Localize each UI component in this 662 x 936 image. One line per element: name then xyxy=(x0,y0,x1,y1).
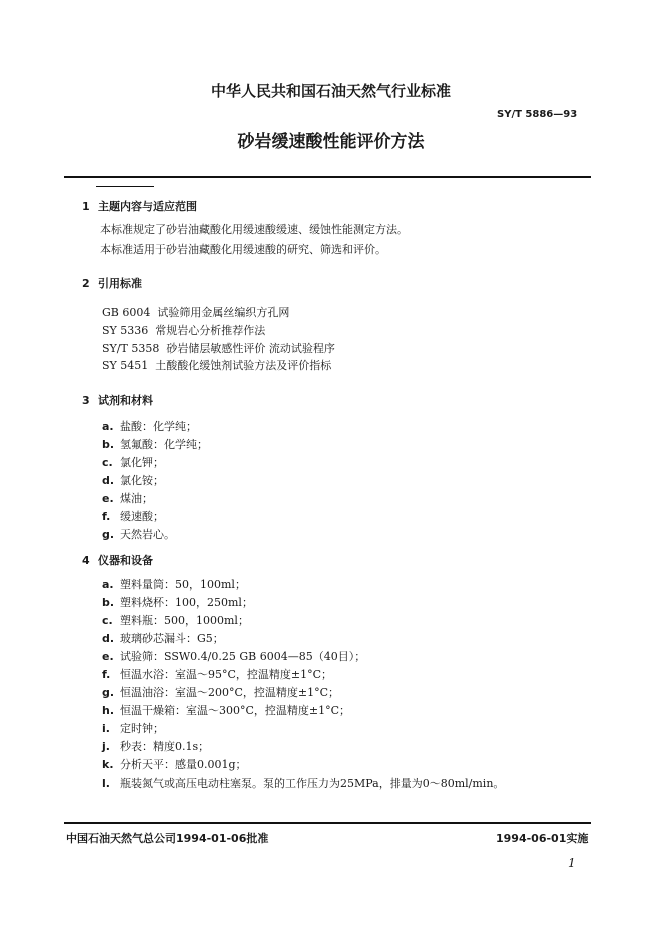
standard-code: SY/T 5886—93 xyxy=(497,109,578,120)
reference-code: SY/T 5358 xyxy=(102,342,160,355)
section-1-title: 主题内容与适应范围 xyxy=(98,200,197,213)
reference-text: 土酸酸化缓蚀剂试验方法及评价指标 xyxy=(155,359,332,372)
list-item-text: 塑料瓶：500，1000ml； xyxy=(120,614,249,627)
list-item xyxy=(102,612,249,628)
page-number: 1 xyxy=(568,856,576,870)
list-item xyxy=(102,702,350,718)
list-item-text: 定时钟； xyxy=(120,722,164,735)
section-1-number: 1 xyxy=(82,200,90,213)
reference-code: SY 5451 xyxy=(102,359,149,372)
list-item-text: 秒表：精度0.1s； xyxy=(120,740,210,753)
section-3-heading xyxy=(82,392,153,408)
list-item xyxy=(102,418,197,434)
list-item-letter: f. xyxy=(102,668,111,681)
section-2-title: 引用标准 xyxy=(98,277,142,290)
list-item xyxy=(102,666,332,682)
list-item-text: 天然岩心。 xyxy=(120,528,175,541)
list-item xyxy=(102,756,247,772)
list-item-text: 恒温水浴：室温～95°C，控温精度±1°C； xyxy=(120,668,333,681)
list-item-letter: i. xyxy=(102,722,110,735)
list-item-letter: a. xyxy=(102,420,114,433)
reference-row xyxy=(102,340,335,356)
reference-text: 常规岩心分析推荐作法 xyxy=(155,324,266,337)
section-2-heading xyxy=(82,275,142,291)
top-rule xyxy=(64,176,591,178)
section-4-number: 4 xyxy=(82,554,90,567)
list-item-letter: k. xyxy=(102,758,114,771)
reference-code: SY 5336 xyxy=(102,324,149,337)
list-item-letter: d. xyxy=(102,632,115,645)
list-item xyxy=(102,720,164,736)
list-item xyxy=(102,775,504,791)
list-item-letter: d. xyxy=(102,474,115,487)
effective-date: 1994-06-01实施 xyxy=(496,832,589,845)
list-item-text: 盐酸：化学纯； xyxy=(120,420,197,433)
list-item-text: 煤油； xyxy=(120,492,153,505)
list-item-letter: g. xyxy=(102,528,115,541)
list-item-letter: a. xyxy=(102,578,114,591)
reference-row xyxy=(102,304,289,320)
org-title: 中华人民共和国石油天然气行业标准 xyxy=(210,82,451,100)
approval-line: 中国石油天然气总公司1994-01-06批准 xyxy=(66,832,269,845)
list-item xyxy=(102,508,164,524)
list-item xyxy=(102,738,209,754)
list-item-text: 瓶装氮气或高压电动柱塞泵。泵的工作压力为25MPa，排量为0～80ml/min。 xyxy=(120,777,505,790)
list-item-letter: g. xyxy=(102,686,115,699)
list-item-letter: l. xyxy=(102,777,110,790)
section-4-title: 仪器和设备 xyxy=(98,554,153,567)
section-4-heading xyxy=(82,552,153,568)
list-item xyxy=(102,526,175,542)
list-item xyxy=(102,594,253,610)
list-item-letter: j. xyxy=(102,740,110,753)
list-item-text: 氢氟酸：化学纯； xyxy=(120,438,208,451)
top-rule-short xyxy=(96,186,154,187)
section-3-title: 试剂和材料 xyxy=(98,394,153,407)
list-item-text: 氯化铵； xyxy=(120,474,164,487)
section-1-heading xyxy=(82,198,197,214)
list-item-letter: f. xyxy=(102,510,111,523)
section-1-paragraph-1: 本标准规定了砂岩油藏酸化用缓速酸缓速、缓蚀性能测定方法。 xyxy=(100,223,408,236)
list-item xyxy=(102,436,208,452)
list-item-text: 试验筛：SSW0.4/0.25 GB 6004—85（40目）； xyxy=(120,650,366,663)
list-item xyxy=(102,684,339,700)
list-item xyxy=(102,472,164,488)
list-item-text: 分析天平：感量0.001g； xyxy=(120,758,247,771)
list-item-text: 缓速酸； xyxy=(120,510,164,523)
document-title: 砂岩缓速酸性能评价方法 xyxy=(237,132,425,152)
list-item-letter: b. xyxy=(102,596,115,609)
list-item-text: 恒温油浴：室温～200°C，控温精度±1°C； xyxy=(120,686,340,699)
section-3-number: 3 xyxy=(82,394,90,407)
list-item-letter: c. xyxy=(102,456,113,469)
reference-text: 砂岩储层敏感性评价 流动试验程序 xyxy=(166,342,335,355)
list-item-text: 塑料量筒：50，100ml； xyxy=(120,578,246,591)
list-item xyxy=(102,576,246,592)
list-item-text: 恒温干燥箱：室温～300°C，控温精度±1°C； xyxy=(120,704,351,717)
list-item xyxy=(102,490,153,506)
reference-row xyxy=(102,357,331,373)
list-item-letter: h. xyxy=(102,704,115,717)
list-item-text: 氯化钾； xyxy=(120,456,164,469)
reference-code: GB 6004 xyxy=(102,306,151,319)
list-item-text: 玻璃砂芯漏斗：G5； xyxy=(120,632,224,645)
list-item xyxy=(102,648,365,664)
list-item xyxy=(102,454,164,470)
list-item-letter: c. xyxy=(102,614,113,627)
list-item xyxy=(102,630,224,646)
section-2-number: 2 xyxy=(82,277,90,290)
list-item-letter: b. xyxy=(102,438,115,451)
footer-rule xyxy=(64,822,591,824)
section-1-paragraph-2: 本标准适用于砂岩油藏酸化用缓速酸的研究、筛选和评价。 xyxy=(100,243,386,256)
list-item-letter: e. xyxy=(102,492,114,505)
list-item-letter: e. xyxy=(102,650,114,663)
reference-row xyxy=(102,322,265,338)
reference-text: 试验筛用金属丝编织方孔网 xyxy=(157,306,290,319)
list-item-text: 塑料烧杯：100，250ml； xyxy=(120,596,253,609)
